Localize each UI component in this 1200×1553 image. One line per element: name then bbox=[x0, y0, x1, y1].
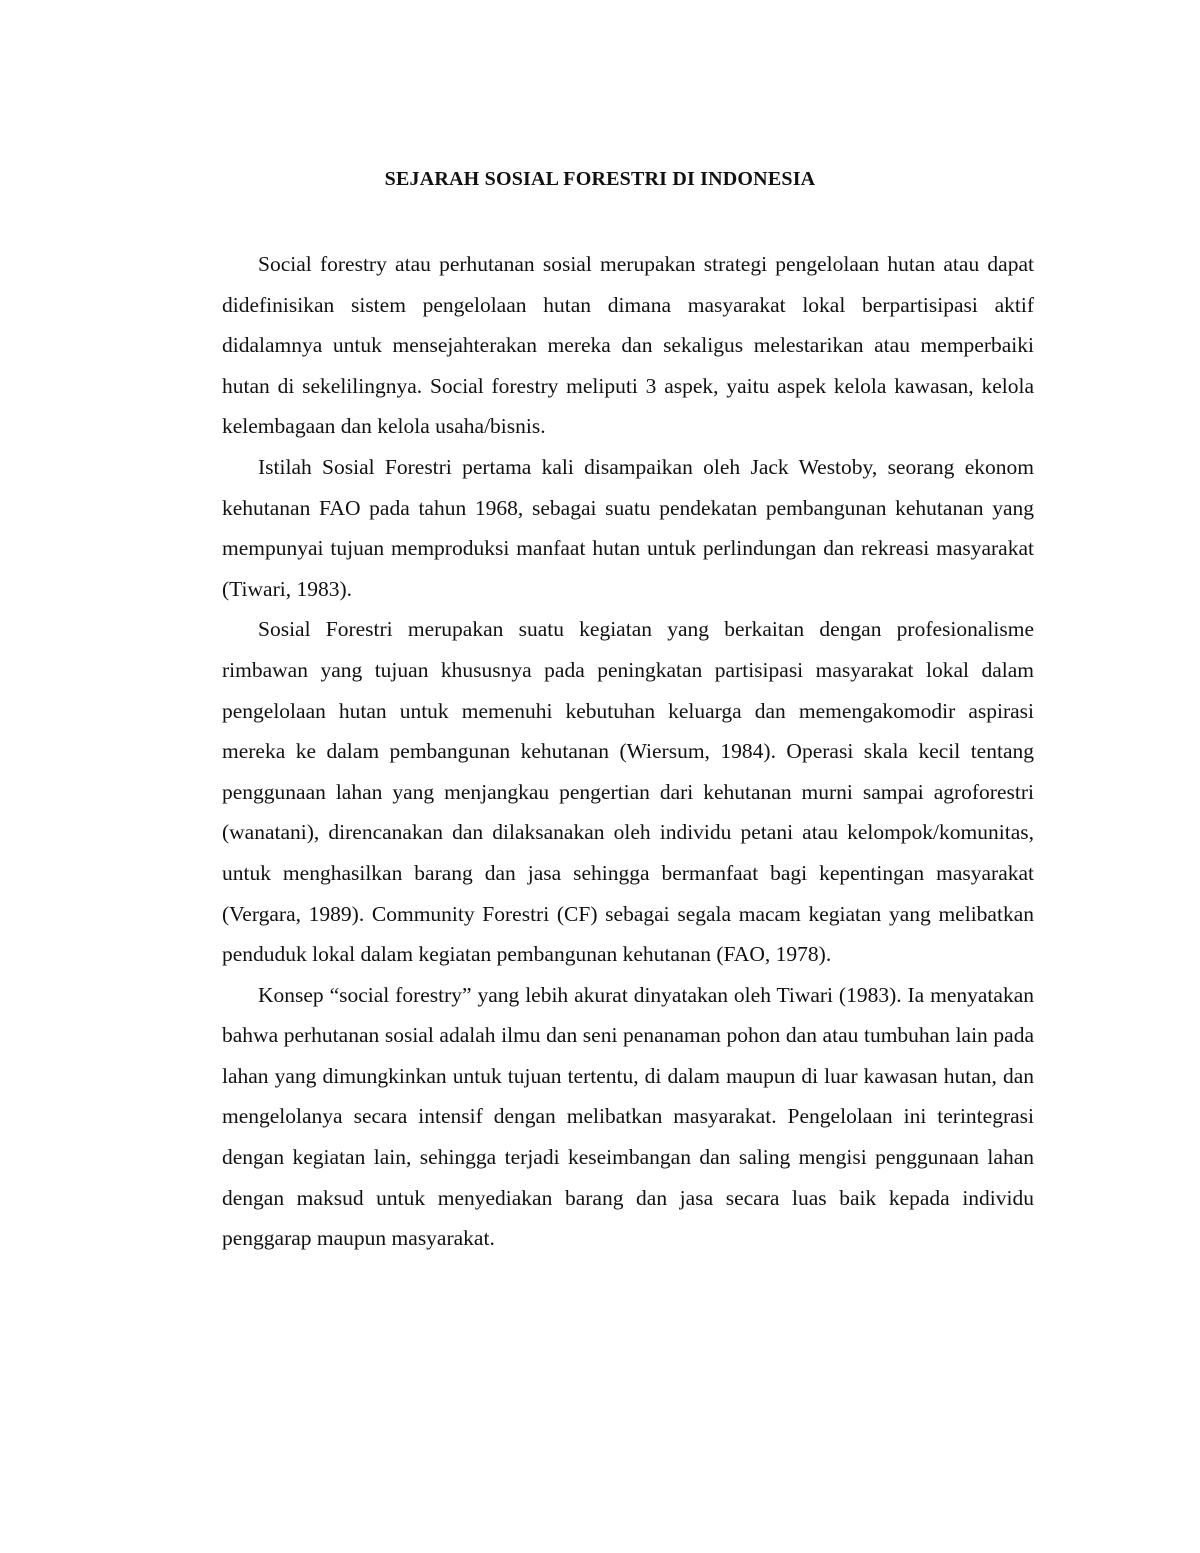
paragraph-profesionalisme-rimbawan: Sosial Forestri merupakan suatu kegiatan yang berkaitan dengan profesionalisme rimbawan yang tujuan khususnya pada peningkatan partisipasi masyarakat lokal dalam pengelolaan hutan untuk memenuhi kebutuhan keluarga dan memengakomodir aspirasi mereka ke dalam pembangunan kehutanan (Wiersum, 1984). Operasi skala kecil tentang penggunaan lahan yang menjangkau pengertian dari kehutanan murni sampai agroforestri (wanatani), direncanakan dan dilaksanakan oleh individu petani atau kelompok/komunitas, untuk menghasilkan barang dan jasa sehingga bermanfaat bagi kepentingan masyarakat (Vergara, 1989). Community Forestri (CF) sebagai segala macam kegiatan yang melibatkan penduduk lokal dalam kegiatan pembangunan kehutanan (FAO, 1978). bbox=[222, 617, 1034, 967]
document-title: SEJARAH SOSIAL FORESTRI DI INDONESIA bbox=[384, 168, 816, 190]
paragraph-social-forestry-definition: Social forestry atau perhutanan sosial merupakan strategi pengelolaan hutan atau dapat didefinisikan sistem pengelolaan hutan dimana masyarakat lokal berpartisipasi aktif didalamnya untuk mensejahterakan mereka dan sekaligus melestarikan atau memperbaiki hutan di sekelilingnya. Social forestry meliputi 3 aspek, yaitu aspek kelola kawasan, kelola kelembagaan dan kelola usaha/bisnis. bbox=[222, 252, 1034, 439]
paragraph-westoby-origin: Istilah Sosial Forestri pertama kali disampaikan oleh Jack Westoby, seorang ekonom kehutanan FAO pada tahun 1968, sebagai suatu pendekatan pembangunan kehutanan yang mempunyai tujuan memproduksi manfaat hutan untuk perlindungan dan rekreasi masyarakat (Tiwari, 1983). bbox=[222, 454, 1034, 601]
paragraph-konsep-tiwari: Konsep “social forestry” yang lebih akurat dinyatakan oleh Tiwari (1983). Ia menyatakan bahwa perhutanan sosial adalah ilmu dan seni penanaman pohon dan atau tumbuhan lain pada lahan yang dimungkinkan untuk tujuan tertentu, di dalam maupun di luar kawasan hutan, dan mengelolanya secara intensif dengan melibatkan masyarakat. Pengelolaan ini terintegrasi dengan kegiatan lain, sehingga terjadi keseimbangan dan saling mengisi penggunaan lahan dengan maksud untuk menyediakan barang dan jasa secara luas baik kepada individu penggarap maupun masyarakat. bbox=[222, 982, 1034, 1251]
document-body bbox=[222, 244, 1034, 1259]
